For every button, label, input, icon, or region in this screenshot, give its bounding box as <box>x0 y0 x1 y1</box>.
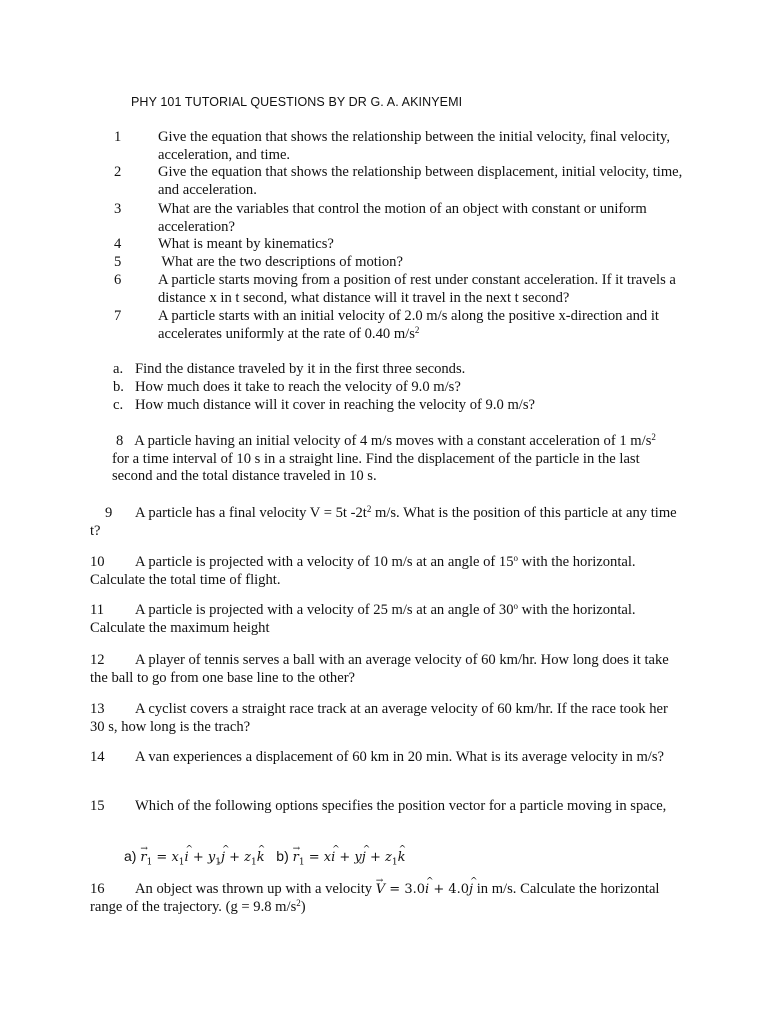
question-7 <box>110 308 695 343</box>
superscript: 2 <box>366 504 372 514</box>
question-5 <box>110 254 695 272</box>
superscript: o <box>513 601 519 611</box>
subpart-label: c. <box>113 397 124 413</box>
question-6 <box>110 272 695 307</box>
question-text: A particle starts with an initial velocity of 2.0 m/s along the positive x-direction and it accelerates uniformly at the rate of 0.40 m/s <box>158 308 659 342</box>
question-number: 14 <box>90 749 105 765</box>
option-b-label: b) <box>276 848 289 864</box>
question-text: A particle starts moving from a position of rest under constant acceleration. If it travels a distance x in t second, what distance will it travel in the next t second? <box>158 272 676 306</box>
superscript: 2 <box>651 432 656 442</box>
question-text: A van experiences a displacement of 60 km in 20 min. What is its average velocity in m/s? <box>135 749 665 765</box>
question-text: A particle is projected with a velocity of 25 m/s at an angle of 30 <box>135 602 514 618</box>
question-number: 11 <box>90 602 105 618</box>
subpart-text: Find the distance traveled by it in the first three seconds. <box>135 361 466 377</box>
question-text-end: ) <box>300 898 306 915</box>
question-number: 13 <box>90 701 105 717</box>
question-number: 3 <box>114 201 122 217</box>
question-text: A particle having an initial velocity of 4 m/s moves with a constant acceleration of 1 m/s <box>134 433 652 449</box>
question-number: 15 <box>90 798 105 814</box>
question-number: 10 <box>90 554 105 570</box>
question-text: Give the equation that shows the relationship between displacement, initial velocity, time, and acceleration. <box>158 164 683 198</box>
question-15 <box>90 798 680 816</box>
option-b-equation: → $r_1$ = x^ i + y^ $j + z_1\^{}$ k <box>293 850 406 865</box>
question-text: A player of tennis serves a ball with an average velocity of 60 km/hr. How long does it take the ball to go from one base line to the other? <box>90 652 669 686</box>
question-text: Which of the following options specifies the position vector for a particle moving in space, <box>135 798 667 814</box>
question-15-options <box>124 848 405 872</box>
question-text-cont: m/s. What is the position of this particle at any time t? <box>90 505 677 539</box>
question-11 <box>90 602 680 637</box>
question-8 <box>112 433 668 486</box>
question-number: 5 <box>114 254 122 270</box>
subpart-a <box>113 361 673 379</box>
question-text: What is meant by kinematics? <box>158 236 334 252</box>
question-text: A particle is projected with a velocity of 10 m/s at an angle of 15 <box>135 554 514 570</box>
question-text: A cyclist covers a straight race track at an average velocity of 60 km/hr. If the race took her 30 s, how long is the trach? <box>90 701 668 735</box>
velocity-vector-equation: → V = 3.0^ i + 4.0^ j <box>376 882 473 897</box>
question-number: 7 <box>114 308 122 324</box>
question-number: 6 <box>114 272 122 288</box>
question-16 <box>90 881 680 916</box>
superscript: 2 <box>296 897 301 908</box>
question-13 <box>90 701 680 736</box>
question-number: 2 <box>114 164 122 180</box>
question-number: 12 <box>90 652 105 668</box>
question-9 <box>90 505 680 540</box>
question-text-cont: in m/s. Calculate the horizontal range of the trajectory. (g = 9.8 m/s <box>90 881 660 915</box>
question-2 <box>110 164 695 199</box>
question-12 <box>90 652 680 687</box>
question-text: An object was thrown up with a velocity <box>135 881 373 897</box>
question-number: 4 <box>114 236 122 252</box>
question-10 <box>90 554 680 589</box>
question-3 <box>110 201 695 236</box>
superscript: o <box>513 553 519 563</box>
subpart-text: How much distance will it cover in reaching the velocity of 9.0 m/s? <box>135 397 536 413</box>
superscript: 2 <box>414 324 420 335</box>
subpart-b <box>113 379 673 397</box>
question-text: What are the variables that control the motion of an object with constant or uniform acceleration? <box>158 201 647 235</box>
question-text: Give the equation that shows the relationship between the initial velocity, final velocity, acceleration, and time. <box>158 129 670 163</box>
option-a-label: a) <box>124 848 137 864</box>
question-text: A particle has a final velocity V = 5t -2t <box>135 505 367 521</box>
option-a-equation: → $r_1$ = $x_1\^{}$ $i + y_1\^{}$ $j + z_1\^{}$ k <box>140 850 264 865</box>
question-number: 9 <box>105 505 113 521</box>
page-title: PHY 101 TUTORIAL QUESTIONS BY DR G. A. AKINYEMI <box>131 95 463 109</box>
subpart-label: a. <box>113 361 124 377</box>
subpart-label: b. <box>113 379 124 395</box>
question-4 <box>110 236 695 254</box>
question-number: 16 <box>90 881 105 897</box>
subpart-c <box>113 397 673 415</box>
question-number: 1 <box>114 129 122 145</box>
question-text: What are the two descriptions of motion? <box>158 254 403 270</box>
question-number: 8 <box>116 433 124 449</box>
question-1 <box>110 129 695 164</box>
question-text-cont: with the horizontal. Calculate the total time of flight. <box>90 554 636 588</box>
question-14 <box>90 749 680 767</box>
subpart-text: How much does it take to reach the velocity of 9.0 m/s? <box>135 379 461 395</box>
question-text-cont: with the horizontal. Calculate the maximum height <box>90 602 636 636</box>
question-text-cont: for a time interval of 10 s in a straight line. Find the displacement of the particle in the last second and the total distance traveled in 10 s. <box>112 450 640 485</box>
